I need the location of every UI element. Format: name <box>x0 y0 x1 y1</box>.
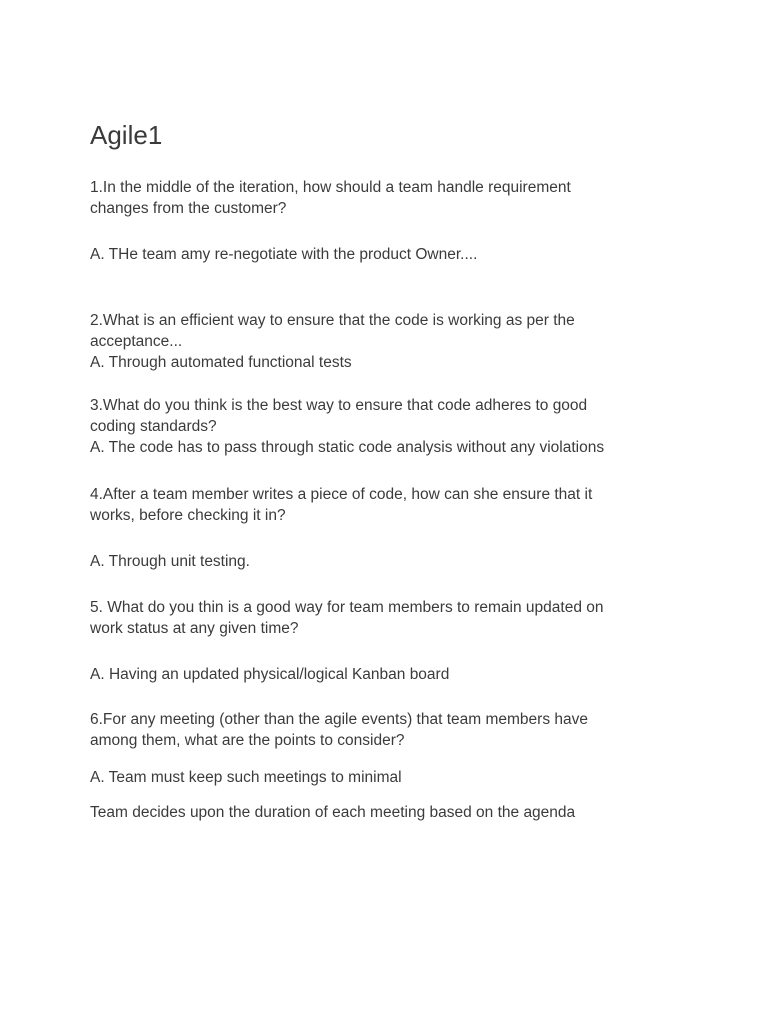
question-3-line-1: 3.What do you think is the best way to ensure that code adheres to good <box>90 397 588 414</box>
question-4-line-2: works, before checking it in? <box>90 507 286 524</box>
question-1-line-2: changes from the customer? <box>90 200 287 217</box>
answer-5: A. Having an updated physical/logical Kanban board <box>90 666 450 683</box>
answer-6-line-1: A. Team must keep such meetings to minimal <box>90 769 402 786</box>
question-2-line-2: acceptance... <box>90 333 183 350</box>
question-4-line-1: 4.After a team member writes a piece of code, how can she ensure that it <box>90 486 593 503</box>
question-3-line-2: coding standards? <box>90 418 217 435</box>
answer-6-line-2: Team decides upon the duration of each meeting based on the agenda <box>90 804 576 821</box>
question-6-line-1: 6.For any meeting (other than the agile events) that team members have <box>90 711 588 728</box>
question-5-line-2: work status at any given time? <box>90 620 299 637</box>
document-title: Agile1 <box>90 120 163 150</box>
answer-1: A. THe team amy re-negotiate with the product Owner.... <box>90 246 478 263</box>
question-1-line-1: 1.In the middle of the iteration, how should a team handle requirement <box>90 179 571 196</box>
answer-3: A. The code has to pass through static code analysis without any violations <box>90 439 605 456</box>
answer-4: A. Through unit testing. <box>90 553 250 570</box>
question-5-line-1: 5. What do you thin is a good way for team members to remain updated on <box>90 599 604 616</box>
question-2-line-1: 2.What is an efficient way to ensure that the code is working as per the <box>90 312 575 329</box>
answer-2: A. Through automated functional tests <box>90 354 352 371</box>
question-6-line-2: among them, what are the points to consider? <box>90 732 405 749</box>
